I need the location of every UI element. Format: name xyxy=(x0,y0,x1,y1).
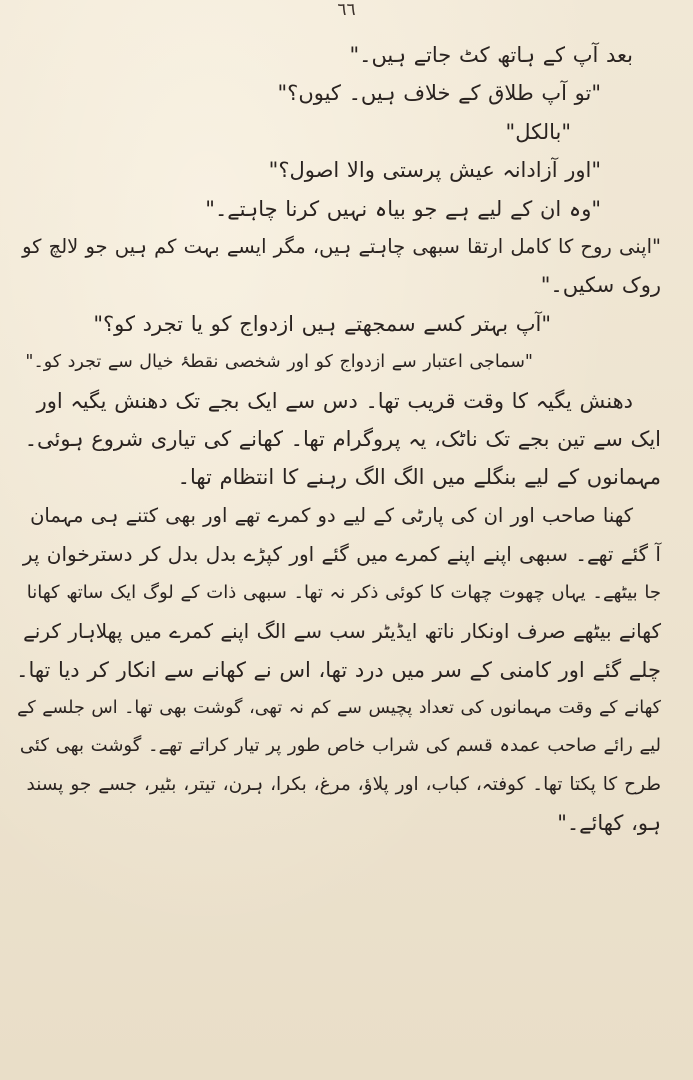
text-line: "اپنی روح کا کامل ارتقا سبھی چاہتے ہیں، مگر ایسے بہت کم ہیں جو لالچ کو xyxy=(22,235,661,259)
text-line: "بالکل" xyxy=(505,119,571,144)
text-line: کھانے بیٹھے صرف اونکار ناتھ ایڈیٹر سب سے الگ اپنے کمرے میں پھلاہار کرنے xyxy=(23,619,661,644)
text-line: "سماجی اعتبار سے ازدواج کو اور شخصی نقطۂ خیال سے تجرد کو۔" xyxy=(25,352,533,373)
text-line: "اور آزادانہ عیش پرستی والا اصول؟" xyxy=(268,158,601,183)
text-line: ہو، کھائے۔" xyxy=(557,811,661,836)
text-line: "آپ بہتر کسے سمجھتے ہیں ازدواج کو یا تجرد کو؟" xyxy=(93,311,551,336)
text-line: ایک سے تین بجے تک ناٹک، یہ پروگرام تھا۔ کھانے کی تیاری شروع ہوئی۔ xyxy=(24,427,661,452)
text-line: مہمانوں کے لیے بنگلے میں الگ الگ رہنے کا انتظام تھا۔ xyxy=(177,465,661,490)
text-line: روک سکیں۔" xyxy=(540,273,661,298)
text-line: آ گئے تھے۔ سبھی اپنے اپنے کمرے میں گئے اور کپڑے بدل بدل کر دسترخوان پر xyxy=(22,542,661,567)
text-line: لیے رائے صاحب عمدہ قسم کی شراب خاص طور پر تیار کراتے تھے۔ گوشت بھی کئی xyxy=(19,735,661,757)
text-line: بعد آپ کے ہاتھ کٹ جاتے ہیں۔" xyxy=(349,43,633,67)
body-text xyxy=(16,36,661,843)
text-line: چلے گئے اور کامنی کے سر میں درد تھا، اس نے کھانے سے انکار کر دیا تھا۔ xyxy=(16,657,661,682)
text-line: طرح کا پکتا تھا۔ کوفتہ، کباب، اور پلاؤ، مرغ، بکرا، ہرن، تیتر، بٹیر، جسے جو پسند xyxy=(26,773,661,795)
text-line: "وہ ان کے لیے ہے جو بیاہ نہیں کرنا چاہتے۔" xyxy=(205,196,601,221)
text-line: "تو آپ طلاق کے خلاف ہیں۔ کیوں؟" xyxy=(277,81,601,106)
text-line: کھانے کے وقت مہمانوں کی تعداد پچیس سے کم نہ تھی، گوشت بھی تھا۔ اس جلسے کے xyxy=(17,697,661,718)
text-line: جا بیٹھے۔ یہاں چھوت چھات کا کوئی ذکر نہ تھا۔ سبھی ذات کے لوگ ایک ساتھ کھانا xyxy=(26,581,661,603)
text-line: دھنش یگیہ کا وقت قریب تھا۔ دس سے ایک بجے تک دھنش یگیہ اور xyxy=(36,388,633,413)
text-line: کھنا صاحب اور ان کی پارٹی کے لیے دو کمرے تھے اور بھی کتنے ہی مہمان xyxy=(30,503,633,527)
page-number: ٦٦ xyxy=(337,0,356,20)
